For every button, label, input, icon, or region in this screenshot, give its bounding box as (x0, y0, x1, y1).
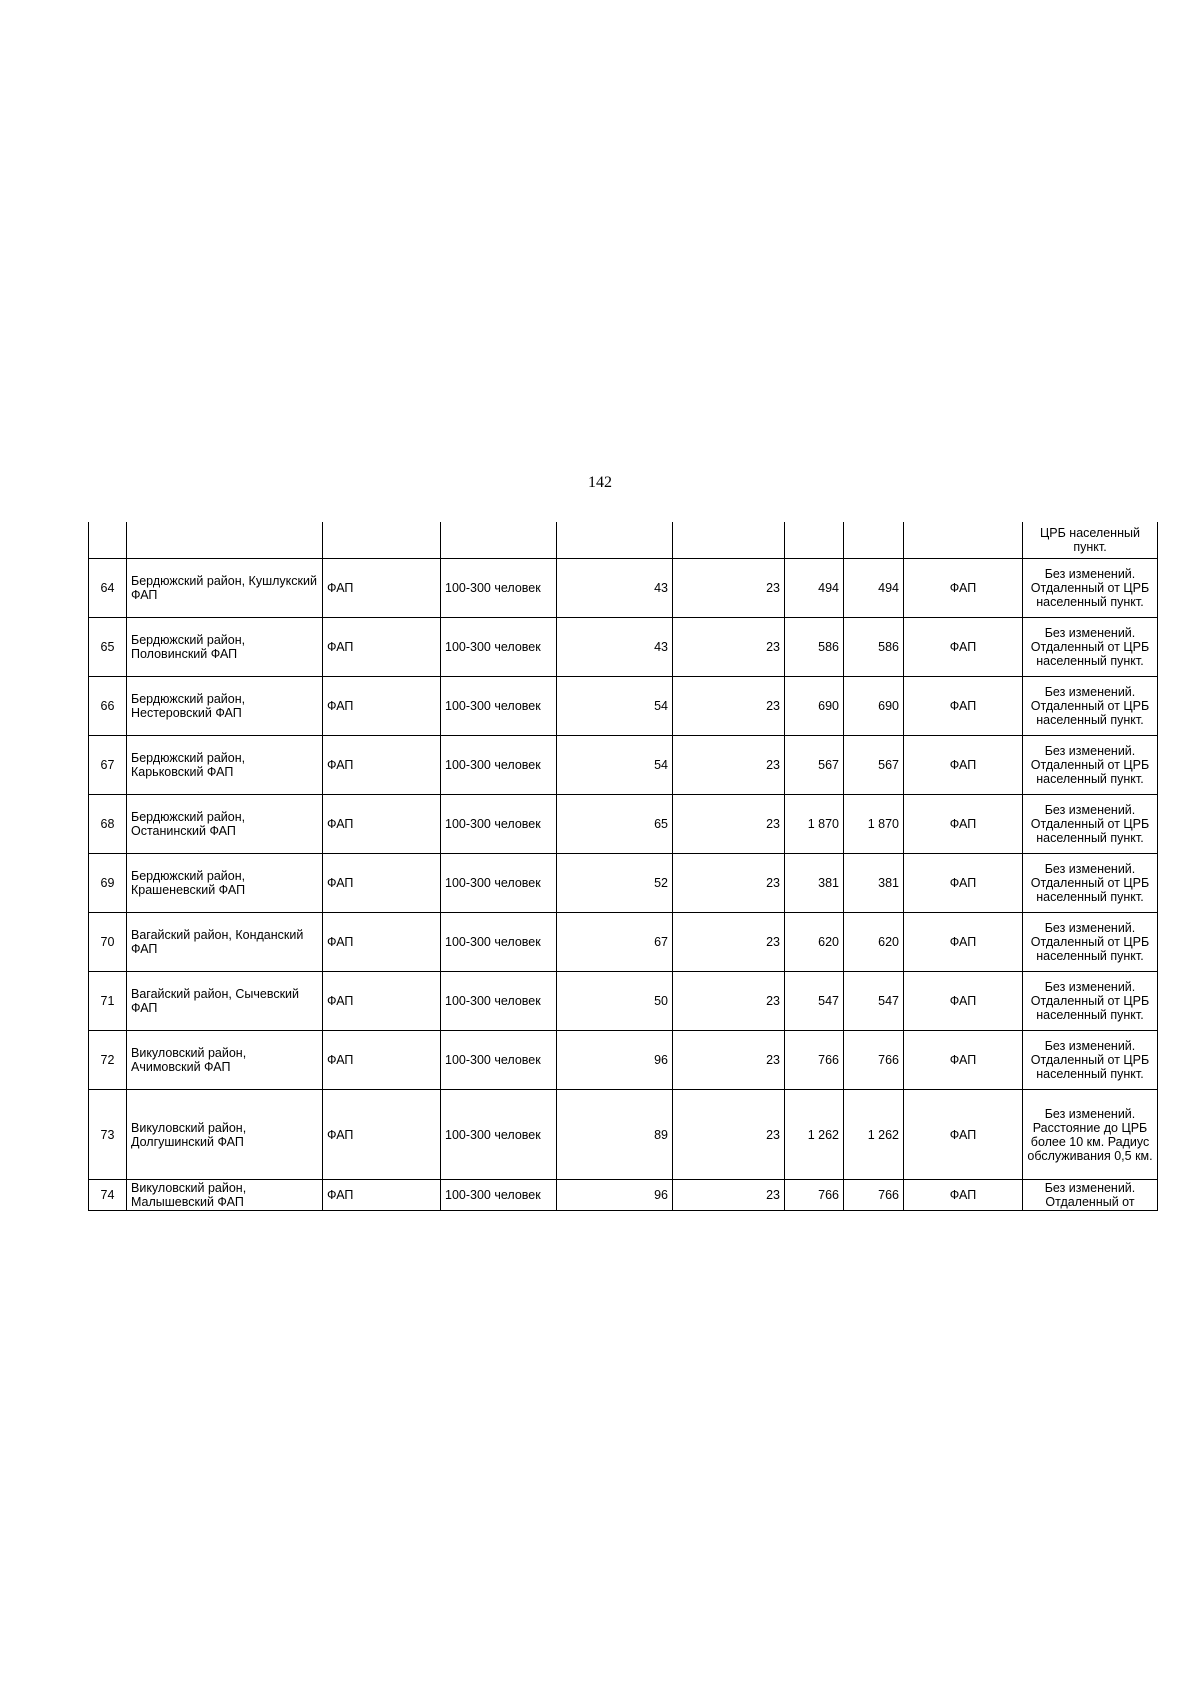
table-row (89, 795, 1158, 854)
facility-name-cell: Бердюжский район, Кушлукский ФАП (127, 559, 323, 618)
row-number-cell: 64 (89, 559, 127, 618)
target-type-cell: ФАП (904, 913, 1023, 972)
value-4-cell: 690 (844, 677, 904, 736)
value-3-cell: 494 (785, 559, 844, 618)
target-type-cell: ФАП (904, 618, 1023, 677)
value-2-cell: 23 (673, 677, 785, 736)
note-cell: Без изменений. Отдаленный от (1023, 1180, 1158, 1211)
note-cell: Без изменений. Отдаленный от ЦРБ населенный пункт. (1023, 559, 1158, 618)
target-type-cell: ФАП (904, 1090, 1023, 1180)
facility-type-cell: ФАП (323, 795, 441, 854)
facility-type-cell: ФАП (323, 972, 441, 1031)
population-range-cell: 100-300 человек (441, 972, 557, 1031)
row-number-cell: 67 (89, 736, 127, 795)
value-1-cell: 96 (557, 1180, 673, 1211)
value-4-cell: 620 (844, 913, 904, 972)
target-type-cell: ФАП (904, 736, 1023, 795)
note-cell: Без изменений. Расстояние до ЦРБ более 10 км. Радиус обслуживания 0,5 км. (1023, 1090, 1158, 1180)
cell-empty (89, 522, 127, 559)
value-4-cell: 1 870 (844, 795, 904, 854)
value-1-cell: 52 (557, 854, 673, 913)
value-2-cell: 23 (673, 1090, 785, 1180)
cell-empty (127, 522, 323, 559)
population-range-cell: 100-300 человек (441, 854, 557, 913)
row-number-cell: 71 (89, 972, 127, 1031)
facilities-table (88, 522, 1158, 1211)
facility-type-cell: ФАП (323, 1180, 441, 1211)
note-cell: Без изменений. Отдаленный от ЦРБ населенный пункт. (1023, 736, 1158, 795)
population-range-cell: 100-300 человек (441, 1180, 557, 1211)
facility-name-cell: Бердюжский район, Половинский ФАП (127, 618, 323, 677)
value-1-cell: 54 (557, 736, 673, 795)
facility-name-cell: Бердюжский район, Карьковский ФАП (127, 736, 323, 795)
facility-name-cell: Викуловский район, Долгушинский ФАП (127, 1090, 323, 1180)
row-number-cell: 69 (89, 854, 127, 913)
table-row (89, 854, 1158, 913)
facility-name-cell: Викуловский район, Малышевский ФАП (127, 1180, 323, 1211)
value-3-cell: 586 (785, 618, 844, 677)
value-1-cell: 50 (557, 972, 673, 1031)
row-number-cell: 73 (89, 1090, 127, 1180)
value-4-cell: 381 (844, 854, 904, 913)
facility-type-cell: ФАП (323, 618, 441, 677)
note-cell: Без изменений. Отдаленный от ЦРБ населенный пункт. (1023, 677, 1158, 736)
population-range-cell: 100-300 человек (441, 677, 557, 736)
value-2-cell: 23 (673, 913, 785, 972)
facility-name-cell: Бердюжский район, Нестеровский ФАП (127, 677, 323, 736)
facility-type-cell: ФАП (323, 1031, 441, 1090)
population-range-cell: 100-300 человек (441, 618, 557, 677)
row-number-cell: 72 (89, 1031, 127, 1090)
table-row (89, 559, 1158, 618)
note-cell: Без изменений. Отдаленный от ЦРБ населенный пункт. (1023, 913, 1158, 972)
value-3-cell: 381 (785, 854, 844, 913)
table-row (89, 618, 1158, 677)
note-cell: Без изменений. Отдаленный от ЦРБ населенный пункт. (1023, 854, 1158, 913)
cell-empty (673, 522, 785, 559)
table-row (89, 1180, 1158, 1211)
facility-type-cell: ФАП (323, 736, 441, 795)
note-cell: Без изменений. Отдаленный от ЦРБ населенный пункт. (1023, 618, 1158, 677)
facility-type-cell: ФАП (323, 1090, 441, 1180)
note-cell: Без изменений. Отдаленный от ЦРБ населенный пункт. (1023, 972, 1158, 1031)
population-range-cell: 100-300 человек (441, 1090, 557, 1180)
target-type-cell: ФАП (904, 1180, 1023, 1211)
note-cell: Без изменений. Отдаленный от ЦРБ населенный пункт. (1023, 1031, 1158, 1090)
value-3-cell: 1 870 (785, 795, 844, 854)
facility-name-cell: Викуловский район, Ачимовский ФАП (127, 1031, 323, 1090)
facility-type-cell: ФАП (323, 559, 441, 618)
facility-name-cell: Вагайский район, Конданский ФАП (127, 913, 323, 972)
table-row (89, 913, 1158, 972)
table-row (89, 972, 1158, 1031)
target-type-cell: ФАП (904, 1031, 1023, 1090)
row-number-cell: 66 (89, 677, 127, 736)
cell-empty (844, 522, 904, 559)
facility-type-cell: ФАП (323, 677, 441, 736)
target-type-cell: ФАП (904, 854, 1023, 913)
facility-name-cell: Бердюжский район, Останинский ФАП (127, 795, 323, 854)
value-2-cell: 23 (673, 1031, 785, 1090)
value-2-cell: 23 (673, 736, 785, 795)
cell-empty (441, 522, 557, 559)
target-type-cell: ФАП (904, 559, 1023, 618)
population-range-cell: 100-300 человек (441, 559, 557, 618)
value-1-cell: 67 (557, 913, 673, 972)
value-3-cell: 567 (785, 736, 844, 795)
facility-name-cell: Бердюжский район, Крашеневский ФАП (127, 854, 323, 913)
value-2-cell: 23 (673, 972, 785, 1031)
row-number-cell: 68 (89, 795, 127, 854)
value-1-cell: 65 (557, 795, 673, 854)
value-4-cell: 547 (844, 972, 904, 1031)
target-type-cell: ФАП (904, 972, 1023, 1031)
continuation-row (89, 522, 1158, 559)
value-3-cell: 1 262 (785, 1090, 844, 1180)
table-row (89, 736, 1158, 795)
table-row (89, 1090, 1158, 1180)
value-1-cell: 96 (557, 1031, 673, 1090)
value-3-cell: 690 (785, 677, 844, 736)
value-1-cell: 54 (557, 677, 673, 736)
row-number-cell: 74 (89, 1180, 127, 1211)
value-3-cell: 620 (785, 913, 844, 972)
note-cell: ЦРБ населенный пункт. (1023, 522, 1158, 559)
cell-empty (557, 522, 673, 559)
value-1-cell: 43 (557, 559, 673, 618)
value-4-cell: 567 (844, 736, 904, 795)
value-2-cell: 23 (673, 618, 785, 677)
value-3-cell: 547 (785, 972, 844, 1031)
value-4-cell: 766 (844, 1180, 904, 1211)
value-2-cell: 23 (673, 854, 785, 913)
population-range-cell: 100-300 человек (441, 795, 557, 854)
row-number-cell: 70 (89, 913, 127, 972)
population-range-cell: 100-300 человек (441, 1031, 557, 1090)
population-range-cell: 100-300 человек (441, 736, 557, 795)
value-4-cell: 766 (844, 1031, 904, 1090)
cell-empty (904, 522, 1023, 559)
value-2-cell: 23 (673, 559, 785, 618)
row-number-cell: 65 (89, 618, 127, 677)
target-type-cell: ФАП (904, 795, 1023, 854)
value-4-cell: 1 262 (844, 1090, 904, 1180)
value-2-cell: 23 (673, 795, 785, 854)
note-cell: Без изменений. Отдаленный от ЦРБ населенный пункт. (1023, 795, 1158, 854)
cell-empty (785, 522, 844, 559)
value-1-cell: 43 (557, 618, 673, 677)
value-3-cell: 766 (785, 1031, 844, 1090)
value-3-cell: 766 (785, 1180, 844, 1211)
facility-name-cell: Вагайский район, Сычевский ФАП (127, 972, 323, 1031)
value-4-cell: 494 (844, 559, 904, 618)
facility-type-cell: ФАП (323, 854, 441, 913)
value-1-cell: 89 (557, 1090, 673, 1180)
target-type-cell: ФАП (904, 677, 1023, 736)
population-range-cell: 100-300 человек (441, 913, 557, 972)
page-number: 142 (588, 474, 612, 491)
facility-type-cell: ФАП (323, 913, 441, 972)
table-row (89, 677, 1158, 736)
value-4-cell: 586 (844, 618, 904, 677)
table-row (89, 1031, 1158, 1090)
value-2-cell: 23 (673, 1180, 785, 1211)
cell-empty (323, 522, 441, 559)
